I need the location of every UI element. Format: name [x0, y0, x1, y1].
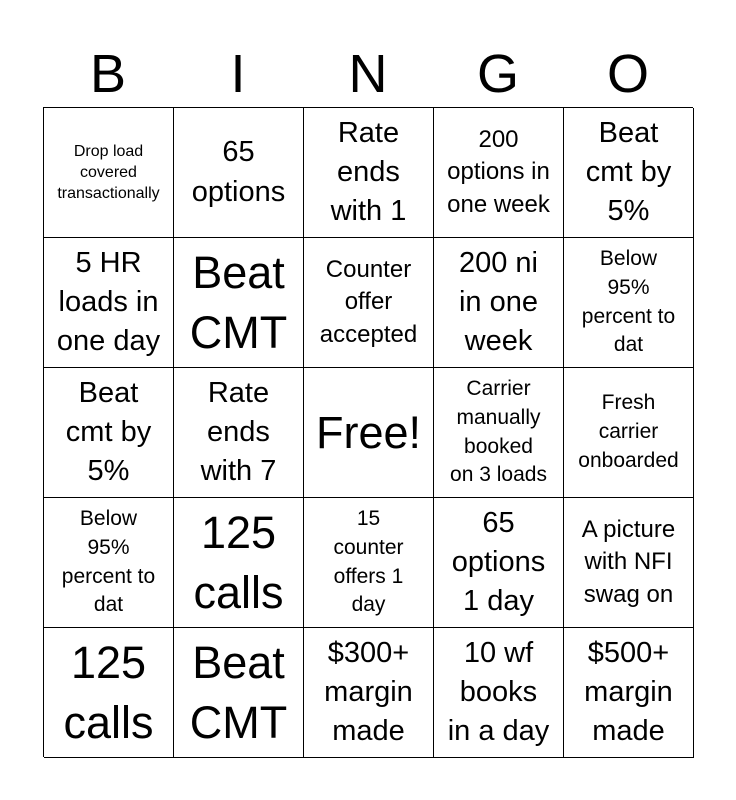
bingo-cell-r2-c3[interactable]: [304, 238, 434, 368]
bingo-cell-r5-c1[interactable]: [44, 628, 174, 758]
bingo-cell-r4-c4[interactable]: [434, 498, 564, 628]
header-letter-i: I: [230, 44, 246, 104]
free-space-text: Free!: [315, 406, 422, 458]
bingo-cell-r3-c2[interactable]: [174, 368, 304, 498]
bingo-header: [43, 40, 693, 108]
bingo-cell-r2-c5[interactable]: [564, 238, 694, 368]
cell-text: 125 calls: [193, 506, 284, 618]
bingo-cell-r4-c5[interactable]: [564, 498, 694, 628]
cell-text: 65 options 1 day: [451, 506, 546, 618]
bingo-cell-r5-c4[interactable]: [434, 628, 564, 758]
header-letter-n: N: [348, 44, 388, 104]
bingo-free-space[interactable]: [304, 368, 434, 498]
cell-text: Rate ends with 1: [330, 116, 407, 228]
cell-text: $500+ margin made: [584, 636, 673, 748]
header-letter-o: O: [606, 44, 649, 104]
cell-text: Fresh carrier onboarded: [578, 391, 679, 472]
cell-text: 200 ni in one week: [458, 246, 538, 358]
bingo-board: [43, 107, 693, 757]
bingo-cell-r2-c2[interactable]: [174, 238, 304, 368]
header-letter-g: G: [476, 44, 519, 104]
cell-text: A picture with NFI swag on: [581, 515, 676, 608]
bingo-cell-r1-c1[interactable]: [44, 108, 174, 238]
header-letter-b: B: [89, 44, 127, 104]
bingo-cell-r1-c2[interactable]: [174, 108, 304, 238]
cell-text: 65 options: [191, 136, 286, 208]
cell-text: 15 counter offers 1 day: [333, 506, 404, 617]
bingo-cell-r1-c5[interactable]: [564, 108, 694, 238]
cell-text: 10 wf books in a day: [447, 636, 550, 748]
cell-text: Beat cmt by 5%: [65, 376, 152, 488]
bingo-cell-r3-c1[interactable]: [44, 368, 174, 498]
cell-text: Beat CMT: [189, 246, 288, 358]
cell-text: 5 HR loads in one day: [56, 246, 161, 358]
cell-text: Counter offer accepted: [319, 255, 418, 348]
cell-text: Below 95% percent to dat: [581, 246, 676, 357]
bingo-cell-r3-c5[interactable]: [564, 368, 694, 498]
cell-text: Carrier manually booked on 3 loads: [450, 376, 547, 487]
bingo-cell-r4-c1[interactable]: [44, 498, 174, 628]
bingo-cell-r1-c4[interactable]: [434, 108, 564, 238]
bingo-cell-r2-c4[interactable]: [434, 238, 564, 368]
cell-text: Below 95% percent to dat: [61, 506, 156, 617]
bingo-cell-r4-c2[interactable]: [174, 498, 304, 628]
bingo-cell-r3-c4[interactable]: [434, 368, 564, 498]
bingo-cell-r5-c5[interactable]: [564, 628, 694, 758]
cell-text: $300+ margin made: [324, 636, 413, 748]
cell-text: Beat cmt by 5%: [585, 116, 672, 228]
bingo-cell-r4-c3[interactable]: [304, 498, 434, 628]
bingo-cell-r5-c3[interactable]: [304, 628, 434, 758]
bingo-cell-r2-c1[interactable]: [44, 238, 174, 368]
bingo-cell-r5-c2[interactable]: [174, 628, 304, 758]
cell-text: 125 calls: [63, 636, 154, 748]
cell-text: Drop load covered transactionally: [57, 142, 160, 203]
cell-text: Beat CMT: [189, 636, 288, 748]
cell-text: 200 options in one week: [447, 125, 550, 218]
cell-text: Rate ends with 7: [200, 376, 277, 488]
bingo-cell-r1-c3[interactable]: [304, 108, 434, 238]
